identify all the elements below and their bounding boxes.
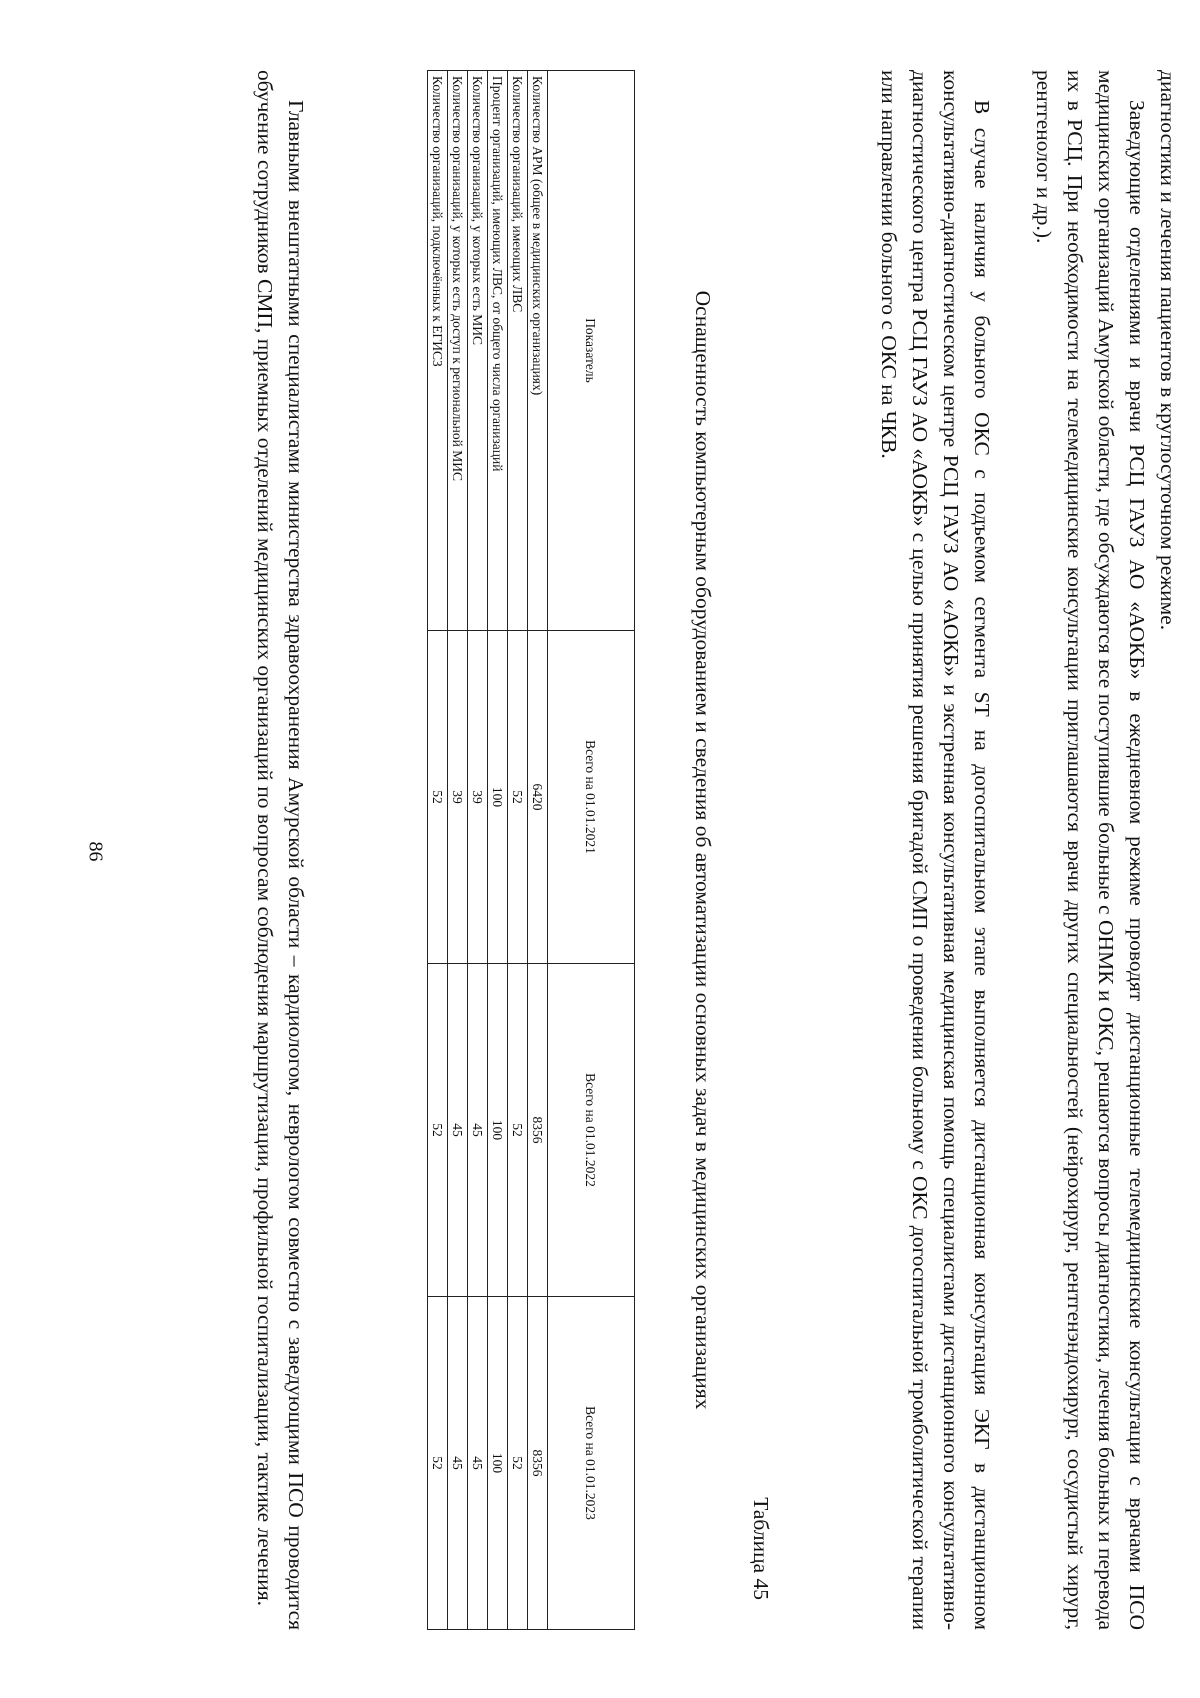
cell-2023: 45 bbox=[448, 1297, 468, 1630]
paragraph-2: Заведующие отделениями и врачи РСЦ ГАУЗ АО «АОКБ» в ежедневном режиме проводят дистанционные телемедицинские консультации с врачами ПСО медицинских организаций Амурской области, где обсуждаются все поступившие больные с ОНМК и ОКС, решаются вопросы диагностики, лечения больных и перевода их в РСЦ. При необходимости на телемедицинские консультации приглашаются врачи других специальностей (нейрохирург, рентгенэндохирург, сосудистый хирург, рентгенолог и др.). bbox=[1032, 70, 1149, 1630]
cell-2021: 100 bbox=[488, 631, 508, 964]
header-2021: Всего на 01.01.2021 bbox=[548, 631, 635, 964]
cell-2023: 52 bbox=[508, 1297, 528, 1630]
table-caption: Таблица 45 bbox=[749, 1497, 773, 1600]
cell-2023: 52 bbox=[428, 1297, 448, 1630]
cell-2021: 39 bbox=[468, 631, 488, 964]
cell-2022: 52 bbox=[508, 964, 528, 1297]
paragraph-4: Главными внештатными специалистами министерства здравоохранения Амурской области – кардиологом, неврологом совместно с заведующими ПСО проводится обучение сотрудников СМП, приемных отделений медицинских организаций по вопросам соблюдения маршрутизации, профильной госпитализации, тактике лечения. bbox=[253, 70, 308, 1630]
table-row bbox=[488, 71, 508, 1630]
table-row bbox=[468, 71, 488, 1630]
row-label: Количество организаций, подключённых к ЕГИСЗ bbox=[428, 71, 448, 631]
cell-2022: 52 bbox=[428, 964, 448, 1297]
row-label: Количество АРМ (общее в медицинских организациях) bbox=[528, 71, 548, 631]
cell-2023: 100 bbox=[488, 1297, 508, 1630]
row-label: Количество организаций, имеющих ЛВС bbox=[508, 71, 528, 631]
table-title: Оснащенность компьютерным оборудованием и сведения об автоматизации основных задач в медицинских организациях bbox=[691, 290, 715, 1410]
equipment-table bbox=[427, 70, 635, 1630]
paragraph-1: диагностики и лечения пациентов в круглосуточном режиме. bbox=[1156, 70, 1180, 631]
row-label: Количество организаций, у которых есть МИС bbox=[468, 71, 488, 631]
row-label: Процент организаций, имеющих ЛВС, от общего числа организаций bbox=[488, 71, 508, 631]
page-number: 86 bbox=[84, 841, 107, 862]
table-row bbox=[428, 71, 448, 1630]
table-row bbox=[528, 71, 548, 1630]
cell-2021: 6420 bbox=[528, 631, 548, 964]
table-row bbox=[508, 71, 528, 1630]
cell-2021: 52 bbox=[508, 631, 528, 964]
cell-2022: 45 bbox=[448, 964, 468, 1297]
header-2023: Всего на 01.01.2023 bbox=[548, 1297, 635, 1630]
cell-2022: 8356 bbox=[528, 964, 548, 1297]
table-header-row bbox=[548, 71, 635, 1630]
cell-2023: 45 bbox=[468, 1297, 488, 1630]
header-2022: Всего на 01.01.2022 bbox=[548, 964, 635, 1297]
cell-2021: 52 bbox=[428, 631, 448, 964]
table-row bbox=[448, 71, 468, 1630]
page-content bbox=[123, 70, 1183, 1630]
header-indicator: Показатель bbox=[548, 71, 635, 631]
paragraph-3: В случае наличия у больного ОКС с подъемом сегмента ST на догоспитальном этапе выполняется дистанционная консультация ЭКГ в дистанционном консультативно-диагностическом центре РСЦ ГАУЗ АО «АОКБ» и экстренная консультативная медицинская помощь специалистами дистанционного консультативно-диагностического центра РСЦ ГАУЗ АО «АОКБ» с целью принятия решения бригадой СМП о проведении больному с ОКС догоспитальной тромболитической терапии или направлении больного с ОКС на ЧКВ. bbox=[877, 70, 994, 1630]
cell-2021: 39 bbox=[448, 631, 468, 964]
cell-2022: 45 bbox=[468, 964, 488, 1297]
cell-2022: 100 bbox=[488, 964, 508, 1297]
row-label: Количество организаций, у которых есть доступ к региональной МИС bbox=[448, 71, 468, 631]
cell-2023: 8356 bbox=[528, 1297, 548, 1630]
